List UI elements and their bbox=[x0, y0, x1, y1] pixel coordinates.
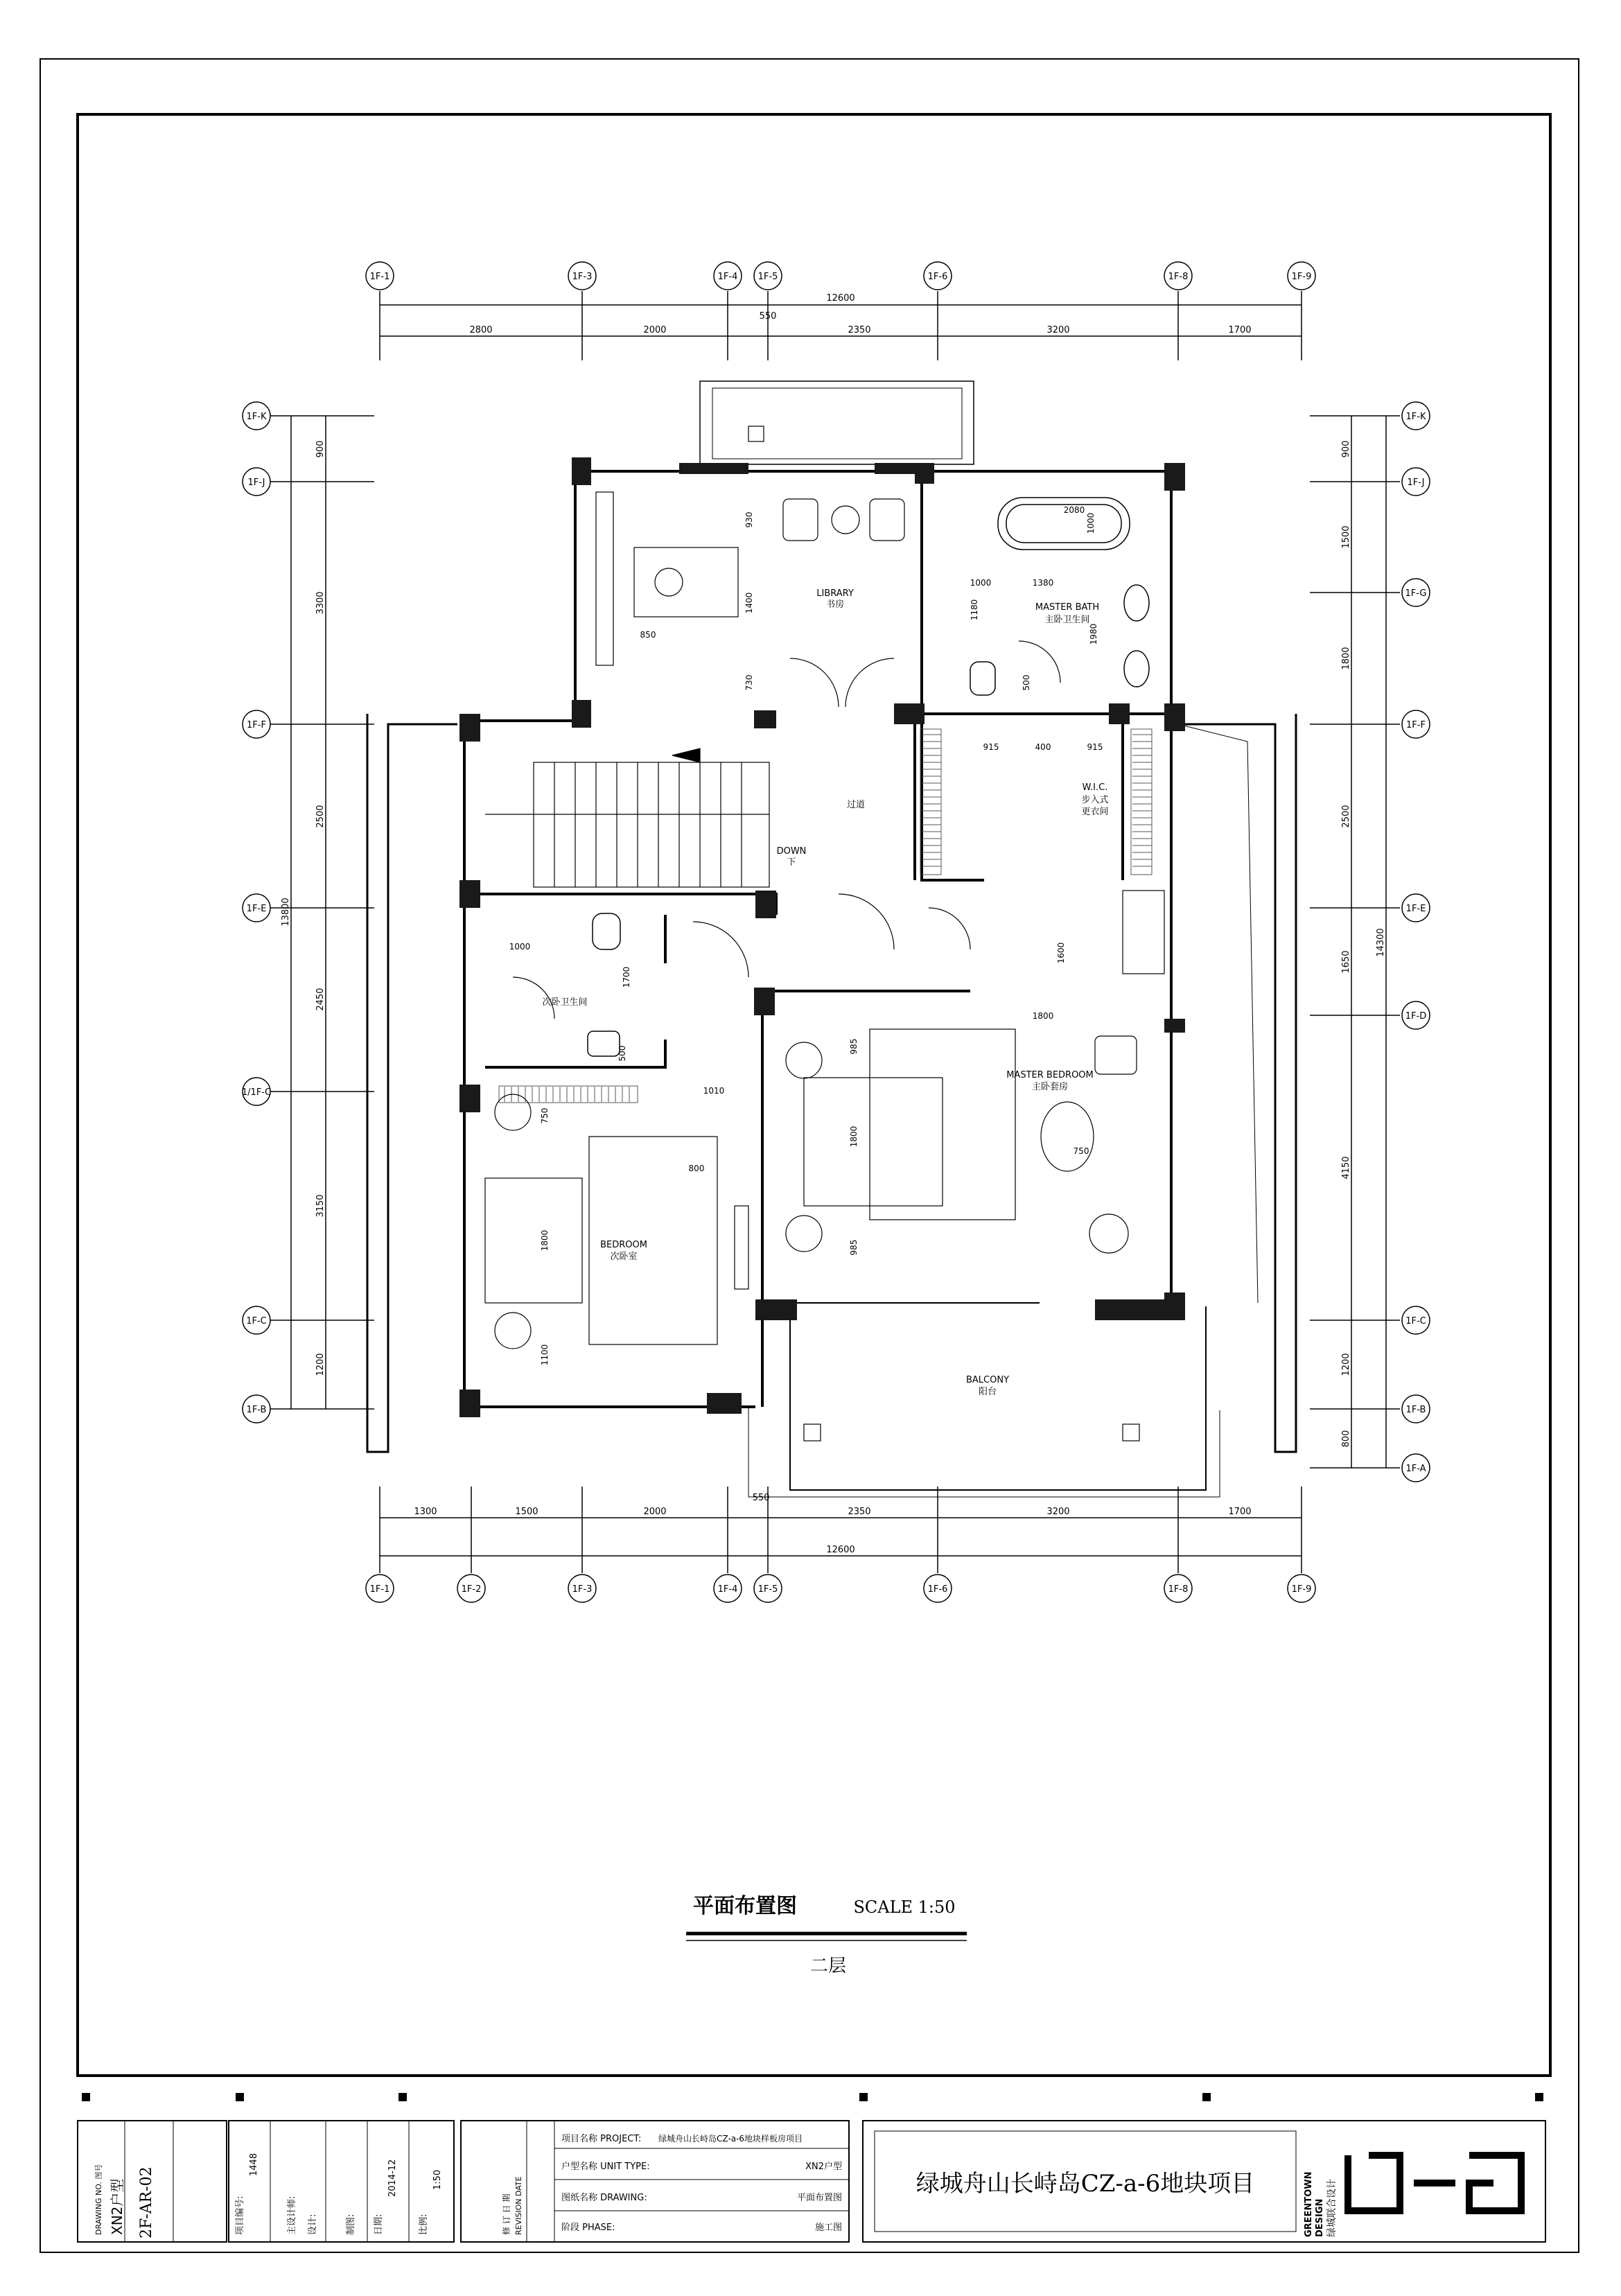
grid-bubble-top-1: 1F-1 bbox=[369, 272, 390, 282]
right-dim-4: 2500 bbox=[1341, 805, 1351, 828]
grid-bubble-left-3: 1F-F bbox=[247, 720, 266, 730]
top-dim-4: 2350 bbox=[848, 325, 871, 335]
phase-value: 施工图 bbox=[814, 2223, 842, 2233]
dim-bath-1000: 1000 bbox=[970, 578, 992, 588]
room-corridor: 过道 bbox=[846, 800, 866, 810]
bottom-dim-3: 2000 bbox=[643, 1507, 667, 1517]
company-name-cn: 绿城联合设计 bbox=[1326, 2179, 1338, 2237]
plan-scale: SCALE 1:50 bbox=[853, 1898, 956, 1917]
grid-bubble-bottom-8: 1F-9 bbox=[1291, 1584, 1312, 1595]
bottom-dim-7: 1700 bbox=[1228, 1507, 1252, 1517]
exterior-walls bbox=[367, 381, 1296, 1497]
room-guest-bath: 次卧卫生间 bbox=[542, 997, 588, 1008]
grid-bubble-right-4: 1F-F bbox=[1406, 720, 1426, 730]
top-dim-3: 550 bbox=[759, 311, 777, 322]
project-no-label: 项目编号: bbox=[235, 2196, 245, 2235]
right-dim-8: 800 bbox=[1341, 1430, 1351, 1448]
room-bedroom-cn: 次卧室 bbox=[610, 1252, 638, 1262]
right-dim-6: 4150 bbox=[1341, 1156, 1351, 1180]
dim-corridor-1010: 1010 bbox=[703, 1086, 725, 1096]
top-dim-5: 3200 bbox=[1046, 325, 1070, 335]
grid-bubble-bottom-7: 1F-8 bbox=[1168, 1584, 1189, 1595]
dim-wic-1600: 1600 bbox=[1056, 942, 1066, 964]
company-name-en-1: GREENTOWN bbox=[1304, 2171, 1314, 2237]
unit-type-label: 户型名称 UNIT TYPE: bbox=[561, 2162, 650, 2172]
left-dim-6: 1200 bbox=[315, 1353, 326, 1376]
grid-bubble-left-4: 1F-E bbox=[246, 904, 267, 914]
room-master-bedroom-en: MASTER BEDROOM bbox=[1006, 1070, 1094, 1080]
dim-wic-400: 400 bbox=[1035, 742, 1051, 752]
grid-bubble-bottom-3: 1F-3 bbox=[572, 1584, 593, 1595]
designer-label: 主设计师: bbox=[287, 2196, 297, 2235]
grid-bubble-bottom-4: 1F-4 bbox=[717, 1584, 738, 1595]
grid-bubble-bottom-5: 1F-5 bbox=[757, 1584, 778, 1595]
right-dim-1: 900 bbox=[1341, 440, 1351, 458]
room-master-bath-en: MASTER BATH bbox=[1035, 602, 1100, 613]
phase-label: 阶段 PHASE: bbox=[561, 2223, 615, 2233]
grid-bubble-top-6: 1F-8 bbox=[1168, 272, 1189, 282]
dim-bedroom-1800: 1800 bbox=[540, 1229, 550, 1252]
grid-bubble-right-8: 1F-B bbox=[1405, 1405, 1426, 1415]
grid-bubble-bottom-6: 1F-6 bbox=[927, 1584, 948, 1595]
dim-master-750: 750 bbox=[1073, 1146, 1089, 1156]
room-balcony-en: BALCONY bbox=[965, 1375, 1010, 1385]
grid-bubble-top-5: 1F-6 bbox=[927, 272, 948, 282]
left-dim-1: 900 bbox=[315, 440, 326, 458]
drawing-name-label: 图纸名称 DRAWING: bbox=[561, 2193, 647, 2203]
drawing-no-label: DRAWING NO. 图号 bbox=[94, 2164, 103, 2235]
grid-bubble-top-2: 1F-3 bbox=[572, 272, 593, 282]
room-master-bedroom-cn: 主卧套房 bbox=[1031, 1082, 1069, 1092]
unit-type-value: XN2户型 bbox=[805, 2162, 842, 2172]
bottom-total-dimension: 12600 bbox=[826, 1545, 855, 1555]
dim-guest-bath-1000: 1000 bbox=[509, 942, 531, 952]
grid-bubble-bottom-1: 1F-1 bbox=[369, 1584, 390, 1595]
revision-date-en: REVISION DATE bbox=[514, 2176, 523, 2235]
grid-bubble-top-3: 1F-4 bbox=[717, 272, 738, 282]
dim-library-850: 850 bbox=[640, 630, 656, 640]
room-wic-cn-2: 更衣间 bbox=[1081, 807, 1109, 817]
grid-bubble-bottom-2: 1F-2 bbox=[461, 1584, 482, 1595]
top-dim-1: 2800 bbox=[469, 325, 493, 335]
bottom-dim-2: 1500 bbox=[515, 1507, 538, 1517]
dim-guest-bath-1700: 1700 bbox=[622, 966, 631, 988]
dim-bath-500: 500 bbox=[1022, 674, 1031, 691]
stair-down-cn: 下 bbox=[787, 857, 796, 868]
bottom-dim-1: 1300 bbox=[414, 1507, 437, 1517]
structural-columns bbox=[459, 457, 1185, 1417]
door-swings bbox=[513, 641, 1060, 1019]
grid-bubble-right-1: 1F-K bbox=[1405, 412, 1426, 422]
grid-bubble-right-2: 1F-J bbox=[1407, 477, 1425, 488]
right-total-dimension: 14300 bbox=[1376, 928, 1386, 957]
room-master-bath-cn: 主卧卫生间 bbox=[1044, 615, 1090, 625]
furniture bbox=[485, 426, 1164, 1441]
dim-bedroom-1100: 1100 bbox=[540, 1344, 550, 1366]
right-dim-2: 1500 bbox=[1341, 525, 1351, 549]
grid-bubble-top-4: 1F-5 bbox=[757, 272, 778, 282]
dim-bath-1180: 1180 bbox=[970, 599, 979, 621]
dim-bedroom-750: 750 bbox=[540, 1107, 550, 1124]
project-banner: 绿城舟山长峙岛CZ-a-6地块项目 bbox=[915, 2170, 1255, 2198]
plan-title: 平面布置图 bbox=[693, 1894, 797, 1918]
project-no: 1448 bbox=[249, 2153, 259, 2176]
dim-library-730: 730 bbox=[744, 674, 754, 691]
grid-bubble-left-5: 1/1F-C bbox=[241, 1087, 272, 1098]
top-total-dimension: 12600 bbox=[826, 293, 855, 304]
dim-library-1400: 1400 bbox=[744, 592, 754, 614]
dim-master-985-b: 985 bbox=[849, 1239, 859, 1256]
stair-down-en: DOWN bbox=[776, 846, 807, 857]
drawing-number: 2F-AR-02 bbox=[138, 2166, 155, 2238]
left-dim-2: 3300 bbox=[315, 591, 326, 615]
scale-value: 1:50 bbox=[432, 2169, 443, 2190]
design-label: 设计: bbox=[308, 2214, 318, 2235]
project-label: 项目名称 PROJECT: bbox=[561, 2134, 642, 2144]
top-dim-2: 2000 bbox=[643, 325, 667, 335]
drawing-name-value: 平面布置图 bbox=[796, 2193, 842, 2203]
dim-master-985-a: 985 bbox=[849, 1038, 859, 1055]
grid-bubble-right-7: 1F-C bbox=[1405, 1316, 1426, 1326]
dim-bathtub-width: 2080 bbox=[1063, 505, 1085, 515]
date-label: 日期: bbox=[374, 2214, 384, 2235]
revision-date-cn: 修 订 日 期 bbox=[502, 2193, 511, 2235]
dim-bath-1980: 1980 bbox=[1089, 623, 1098, 645]
left-total-dimension: 13800 bbox=[281, 897, 291, 927]
dim-bath-1380: 1380 bbox=[1032, 578, 1054, 588]
dim-master-1800: 1800 bbox=[1032, 1011, 1054, 1021]
room-wic-cn-1: 步入式 bbox=[1081, 795, 1109, 805]
scale-label: 比例: bbox=[419, 2214, 429, 2235]
closet-hatch bbox=[499, 729, 1152, 1103]
bottom-dim-5: 2350 bbox=[848, 1507, 871, 1517]
room-balcony-cn: 阳台 bbox=[978, 1387, 997, 1397]
title-block bbox=[78, 2121, 1545, 2242]
date-value: 2014-12 bbox=[387, 2159, 398, 2197]
dim-master-1800-v: 1800 bbox=[849, 1125, 859, 1148]
grid-bubble-right-3: 1F-G bbox=[1405, 588, 1427, 599]
room-library-cn: 书房 bbox=[825, 599, 845, 610]
project-value: 绿城舟山长峙岛CZ-a-6地块样板房项目 bbox=[658, 2134, 803, 2144]
bathroom-fixtures bbox=[588, 498, 1149, 1056]
staircase bbox=[485, 748, 769, 887]
grid-bubble-left-1: 1F-K bbox=[246, 412, 267, 422]
right-dim-7: 1200 bbox=[1341, 1353, 1351, 1376]
grid-bubble-left-6: 1F-C bbox=[246, 1316, 267, 1326]
company-name-en-2: DESIGN bbox=[1315, 2198, 1325, 2237]
plan-floor-label: 二层 bbox=[809, 1956, 847, 1977]
grid-bubble-left-7: 1F-B bbox=[246, 1405, 267, 1415]
bottom-dim-4: 550 bbox=[752, 1493, 770, 1503]
dim-wic-915-b: 915 bbox=[1087, 742, 1103, 752]
grid-bubble-left-2: 1F-J bbox=[247, 477, 265, 488]
company-logo bbox=[1348, 2155, 1521, 2211]
check-label: 制图: bbox=[346, 2214, 356, 2235]
left-dim-5: 3150 bbox=[315, 1194, 326, 1218]
dim-wic-915-a: 915 bbox=[983, 742, 999, 752]
dim-guest-bath-500: 500 bbox=[617, 1045, 627, 1062]
dim-bathtub-depth: 1000 bbox=[1086, 512, 1096, 534]
room-bedroom-en: BEDROOM bbox=[600, 1240, 647, 1250]
top-dim-6: 1700 bbox=[1228, 325, 1252, 335]
grid-bubble-right-9: 1F-A bbox=[1405, 1464, 1426, 1474]
left-dim-3: 2500 bbox=[315, 805, 326, 828]
unit-type-vertical: XN2户型 bbox=[109, 2178, 125, 2235]
right-dim-5: 1650 bbox=[1341, 950, 1351, 974]
room-library-en: LIBRARY bbox=[816, 588, 854, 599]
dim-library-930: 930 bbox=[744, 511, 754, 528]
grid-bubble-right-5: 1F-E bbox=[1405, 904, 1426, 914]
left-dim-4: 2450 bbox=[315, 988, 326, 1011]
inner-frame bbox=[78, 114, 1550, 2076]
bottom-dim-6: 3200 bbox=[1046, 1507, 1070, 1517]
dim-bedroom-800: 800 bbox=[688, 1164, 705, 1173]
registration-marks bbox=[82, 2093, 1543, 2101]
grid-bubble-top-7: 1F-9 bbox=[1291, 272, 1312, 282]
right-dim-3: 1800 bbox=[1341, 647, 1351, 670]
grid-bubble-right-6: 1F-D bbox=[1405, 1011, 1427, 1022]
room-wic-en: W.I.C. bbox=[1082, 782, 1108, 793]
